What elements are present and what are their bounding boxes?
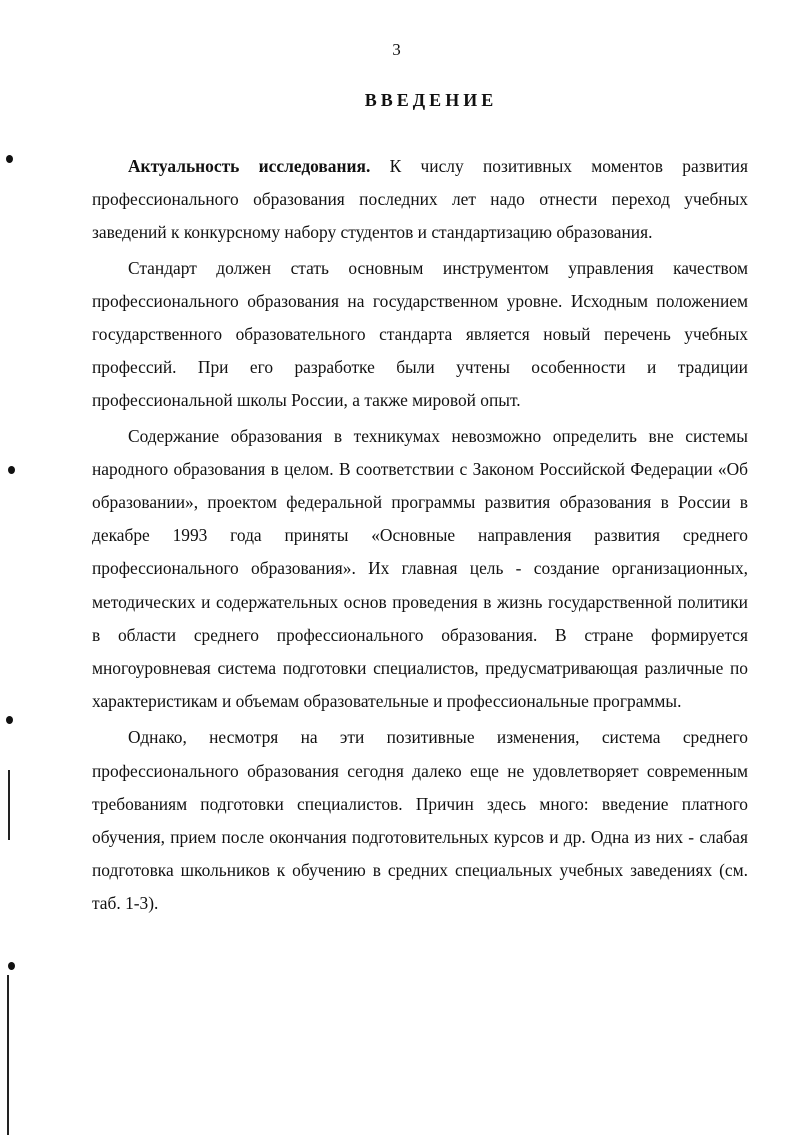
scan-margin-line xyxy=(7,975,9,1135)
paragraph: Стандарт должен стать основным инструментом управления качеством профессионального образования на государственном уровне. Исходным положением государственного образовательного стандарта является новый перечень учебных профессий. При его разработке были учтены особенности и традиции профессиональной школы России, а также мировой опыт. xyxy=(92,257,748,411)
paragraph: Однако, несмотря на эти позитивные изменения, система среднего профессионального образования сегодня далеко еще не удовлетворяет современным требованиям подготовки специалистов. Причин здесь много: введение платного обучения, прием после окончания подготовительных курсов и др. Одна из них - слабая подготовка школьников к обучению в средних специальных учебных заведениях (см. таб. 1-3). xyxy=(92,727,748,914)
scan-mark xyxy=(8,466,15,474)
paragraph: Содержание образования в техникумах невозможно определить вне системы народного образования в целом. В соответствии с Законом Российской Федерации «Об образовании», проектом федеральной программы развития образования в России в декабре 1993 года приняты «Основные направления развития среднего профессионального образования». Их главная цель - создание организационных, методических и содержательных основ проведения в жизнь государственной политики в области среднего профессионального образования. В стране формируется многоуровневая система подготовки специалистов, предусматривающая различные по характеристикам и объемам образовательные и профессиональные программы. xyxy=(92,425,748,712)
paragraph xyxy=(92,150,748,250)
page-heading: ВВЕДЕНИЕ xyxy=(364,90,498,110)
scan-mark xyxy=(6,155,13,163)
body-text xyxy=(92,150,748,923)
scan-mark xyxy=(8,962,15,970)
paragraph-text: К числу позитивных моментов развития профессионального образования последних лет надо отнести переход учебных заведений к конкурсному набору студентов и стандартизацию образования. xyxy=(92,156,748,243)
scan-margin-line xyxy=(8,770,10,840)
page-number: 3 xyxy=(392,40,401,59)
paragraph-lead: Актуальность исследования. xyxy=(128,156,371,176)
scan-mark xyxy=(6,716,13,724)
